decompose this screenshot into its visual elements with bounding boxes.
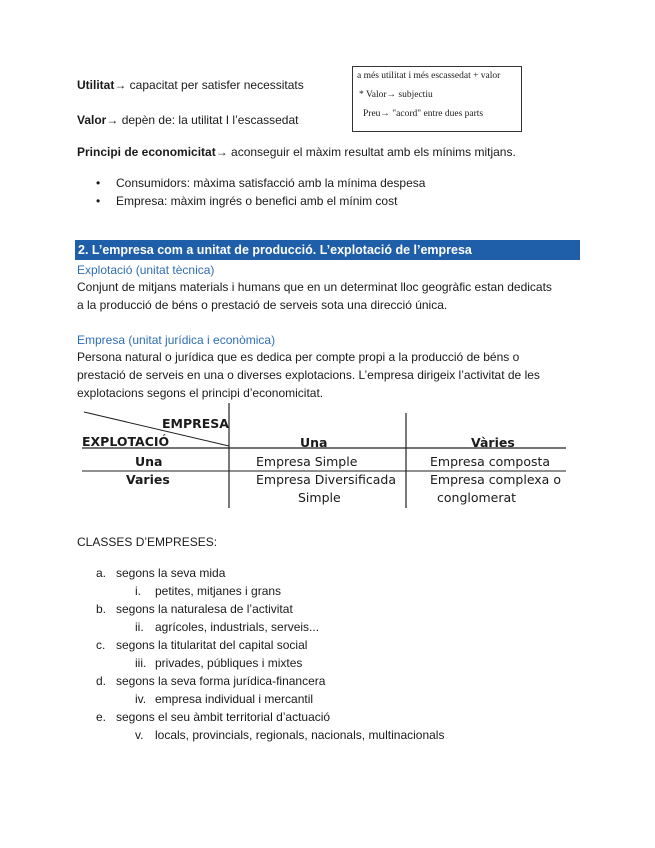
principi-term: Principi de economicitat [77, 145, 216, 159]
bullet-dot-icon: • [96, 194, 101, 208]
bullet-consumidors: Consumidors: màxima satisfacció amb la mínima despesa [116, 176, 426, 190]
table-col-varies: Vàries [471, 435, 515, 450]
table-cell-empresa-composta: Empresa composta [430, 454, 551, 469]
empresa-line-1: Persona natural o jurídica que es dedica per compte propi a la producció de béns o [77, 350, 520, 364]
sublist-item-mida: petites, mitjanes i grans [155, 584, 282, 598]
sublist-marker: iv. [135, 692, 147, 706]
list-item-ambit: segons el seu àmbit territorial d’actuació [116, 710, 331, 724]
valor-term: Valor [77, 113, 107, 127]
empresa-heading: Empresa (unitat jurídica i econòmica) [77, 333, 276, 347]
principi-text: → aconseguir el màxim resultat amb els mínims mitjans. [215, 145, 516, 159]
list-item-forma-juridica: segons la seva forma jurídica-financera [116, 674, 326, 688]
table-corner-empresa: EMPRESA [162, 416, 229, 431]
sublist-marker: ii. [135, 620, 144, 634]
section-heading: 2. L’empresa com a unitat de producció. L’explotació de l’empresa [75, 240, 580, 260]
sublist-item-ambit: locals, provincials, regionals, nacionals, multinacionals [155, 728, 445, 742]
list-marker: e. [96, 710, 107, 724]
table-cell-empresa-simple: Empresa Simple [256, 454, 358, 469]
note-line-1: a més utilitat i més escassedat + valor [357, 71, 501, 81]
utilitat-text: → capacitat per satisfer necessitats [114, 78, 304, 92]
bullet-dot-icon: • [96, 176, 101, 190]
sublist-item-titularitat: privades, públiques i mixtes [155, 656, 303, 670]
classes-title: CLASSES D’EMPRESES: [77, 535, 218, 549]
table-row-varies: Varies [126, 472, 170, 487]
note-line-3: Preu→ "acord" entre dues parts [363, 109, 484, 119]
list-item-titularitat: segons la titularitat del capital social [116, 638, 308, 652]
table-cell-complexa: Empresa complexa o [430, 472, 561, 487]
list-marker: d. [96, 674, 107, 688]
sublist-marker: iii. [135, 656, 147, 670]
list-marker: b. [96, 602, 107, 616]
table-col-una: Una [300, 435, 328, 450]
sublist-marker: v. [135, 728, 144, 742]
sublist-marker: i. [135, 584, 141, 598]
table-cell-diversificada-simple: Simple [298, 490, 341, 505]
explotacio-line-2: a la producció de béns o prestació de serveis sota una direcció única. [77, 298, 448, 312]
table-cell-conglomerat: conglomerat [437, 490, 517, 505]
list-marker: a. [96, 566, 107, 580]
note-line-2: * Valor→ subjectiu [359, 90, 433, 100]
explotacio-heading: Explotació (unitat tècnica) [77, 263, 215, 277]
utilitat-term: Utilitat [77, 78, 115, 92]
table-corner-explotacio: EXPLOTACIÓ [82, 434, 170, 449]
table-cell-diversificada: Empresa Diversificada [256, 472, 397, 487]
list-item-mida: segons la seva mida [116, 566, 226, 580]
valor-text: → depèn de: la utilitat I l’escassedat [106, 113, 299, 127]
list-marker: c. [96, 638, 106, 652]
empresa-line-3: explotacions segons el principi d’economicitat. [77, 386, 324, 400]
sublist-item-naturalesa: agrícoles, industrials, serveis... [155, 620, 320, 634]
list-item-naturalesa: segons la naturalesa de l’activitat [116, 602, 293, 616]
table-row-una: Una [135, 454, 163, 469]
empresa-line-2: prestació de serveis en una o diverses explotacions. L’empresa dirigeix l’activitat de les [77, 368, 540, 382]
bullet-empresa: Empresa: màxim ingrés o benefici amb el mínim cost [116, 194, 398, 208]
explotacio-line-1: Conjunt de mitjans materials i humans que en un determinat lloc geogràfic estan dedicats [77, 280, 552, 294]
sublist-item-forma-juridica: empresa individual i mercantil [155, 692, 314, 706]
